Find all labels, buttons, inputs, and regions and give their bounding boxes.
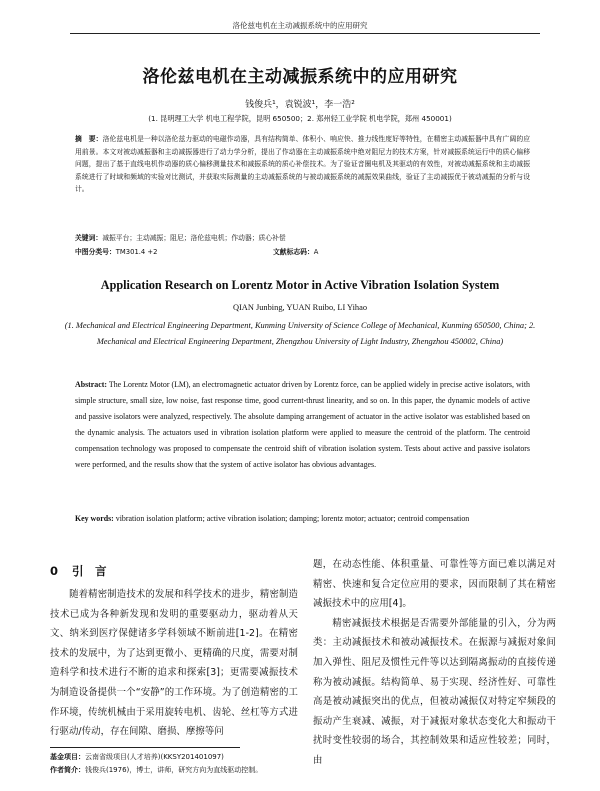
funding-label: 基金项目： xyxy=(50,753,85,761)
body-right-column xyxy=(313,555,556,771)
english-affiliation: (1. Mechanical and Electrical Engineering Department, Kunming University of Science College of Mechanical, Kunming 650500, China; 2. Mechanical and Electrical Engineering Department, Zhengzhou University of Light Industry, Zhengzhou 450002, China) xyxy=(64,321,536,346)
chinese-abstract xyxy=(75,133,530,196)
chinese-affiliation: (1. 昆明理工大学 机电工程学院，昆明 650500；2. 郑州轻工业学院 机电学院，郑州 450001) xyxy=(148,114,452,123)
chinese-abstract-label: 摘 要： xyxy=(75,135,103,143)
chinese-keywords-text: 减振平台；主动减振；阻尼；洛伦兹电机；作动器；质心补偿 xyxy=(102,234,286,242)
document-code-value: A xyxy=(313,248,319,256)
document-code-label: 文献标志码： xyxy=(273,248,314,256)
english-keywords-label: Key words: xyxy=(75,514,114,523)
chinese-keywords xyxy=(75,232,530,242)
header-divider xyxy=(70,33,540,34)
chinese-abstract-text: 洛伦兹电机是一种以洛伦兹力驱动的电磁作动器，具有结构简单、体积小、响应快、推力线性度好等特性，在精密主动减振器中具有广阔的应用前景。本文对被动减振器和主动减振器进行了动力学分析，提出了作动器在主动减振系统中绝对阻尼力的技术方案，针对减振系统运行中的质心偏移问题，提出了基于直线电机作动器的质心偏移测量技术和减振系统的质心补偿技术。为了验证音圈电机及其驱动的有效性，对被动减振系统和主动减振系统进行了时域和频域的实验对比测试，并获取实际测量的主动减振系统的与被动减振系统的减振效果曲线，验证了主动减振优于被动减振的分析与设计。 xyxy=(75,135,531,194)
english-keywords-text: vibration isolation platform; active vibration isolation; damping; lorentz motor; actuator; centroid compensation xyxy=(115,514,470,523)
chinese-keywords-label: 关键词： xyxy=(75,234,103,242)
footnote-divider xyxy=(50,747,240,748)
classification-code: TM301.4 +2 xyxy=(115,248,158,256)
footnote-author-bio xyxy=(50,765,550,775)
right-column-text-1: 题，在动态性能、体积重量、可靠性等方面已难以满足对精密、快速和复合定位应用的要求，因而限制了其在精密减振技术中的应用[4]。 xyxy=(313,559,556,610)
english-authors: QIAN Junbing, YUAN Ruibo, LI Yihao xyxy=(232,303,368,312)
running-header: 洛伦兹电机在主动减振系统中的应用研究 xyxy=(232,21,368,30)
right-column-paragraph-1 xyxy=(313,555,556,614)
classification-line xyxy=(75,246,530,256)
chinese-authors: 钱俊兵¹，袁锐波¹，李一浩² xyxy=(245,100,355,110)
funding-text: 云南省级项目(人才培养)(KKSY201401097) xyxy=(85,753,224,761)
author-bio-text: 钱俊兵(1976)，博士，讲师，研究方向为直线驱动控制。 xyxy=(85,766,263,774)
body-left-column xyxy=(50,585,298,742)
english-keywords xyxy=(75,511,530,527)
document-code xyxy=(273,246,318,256)
right-column-paragraph-2 xyxy=(313,614,556,771)
english-abstract-text: The Lorentz Motor (LM), an electromagnetic actuator driven by Lorentz force, can be applied widely in precise active isolators, with simple structure, small size, low noise, fast response time, good current-thrust linearity, and so on. In this paper, the dynamic models of active and passive isolators were analyzed, respectively. The absolute damping arrangement of actuator in the active isolator was established based on the dynamic analysis. The actuators used in vibration isolation platform were applied to measure the centroid of the platform. The centroid compensation technology was proposed to compensate the centroid shift of vibration isolation system. Tests about active and passive isolators were performed, and the results show that the system of active isolator has obvious advantages. xyxy=(75,380,530,469)
section-number: 0 xyxy=(50,564,59,578)
chinese-title: 洛伦兹电机在主动减振系统中的应用研究 xyxy=(142,67,458,87)
english-abstract-label: Abstract: xyxy=(75,380,107,389)
right-column-text-2: 精密减振技术根据是否需要外部能量的引入，分为两类：主动减振技术和被动减振技术。在振源与减振对象间加入弹性、阻尼及惯性元件等以达到隔离振动的直接传递称为被动减振。结构简单、易于实现、经济性好、可靠性高是被动减振突出的优点，但被动减振仅对特定窄频段的振动产生衰减、减振，对于减振对象状态变化大和振动干扰时变性较弱的场合，其控制效果和适应性较差；同时，由 xyxy=(313,617,556,766)
left-column-paragraph: 随着精密制造技术的发展和科学技术的进步，精密制造技术已成为各种新发现和发明的重要驱动力，驱动着从天文、纳米到医疗保健诸多学科领域不断前进[1-2]。在精密技术的发展中，为了达到更微小、更精确的尺度，需要对制造科学和技术进行不断的追求和探索[3]；更需要减振技术为制造设备提供一个“安静”的工作环境。为了创造精密的工作环境，传统机械由于采用旋转电机、齿轮、丝杠等方式进行驱动/传动，存在间隙、磨损、摩擦等问 xyxy=(50,589,298,738)
footnote-funding xyxy=(50,752,550,762)
section-title: 引 言 xyxy=(72,564,107,578)
section-heading-introduction xyxy=(50,563,107,579)
english-title: Application Research on Lorentz Motor in Active Vibration Isolation System xyxy=(100,278,500,292)
author-bio-label: 作者简介： xyxy=(50,766,85,774)
classification-label: 中图分类号： xyxy=(75,248,116,256)
english-abstract xyxy=(75,377,530,472)
